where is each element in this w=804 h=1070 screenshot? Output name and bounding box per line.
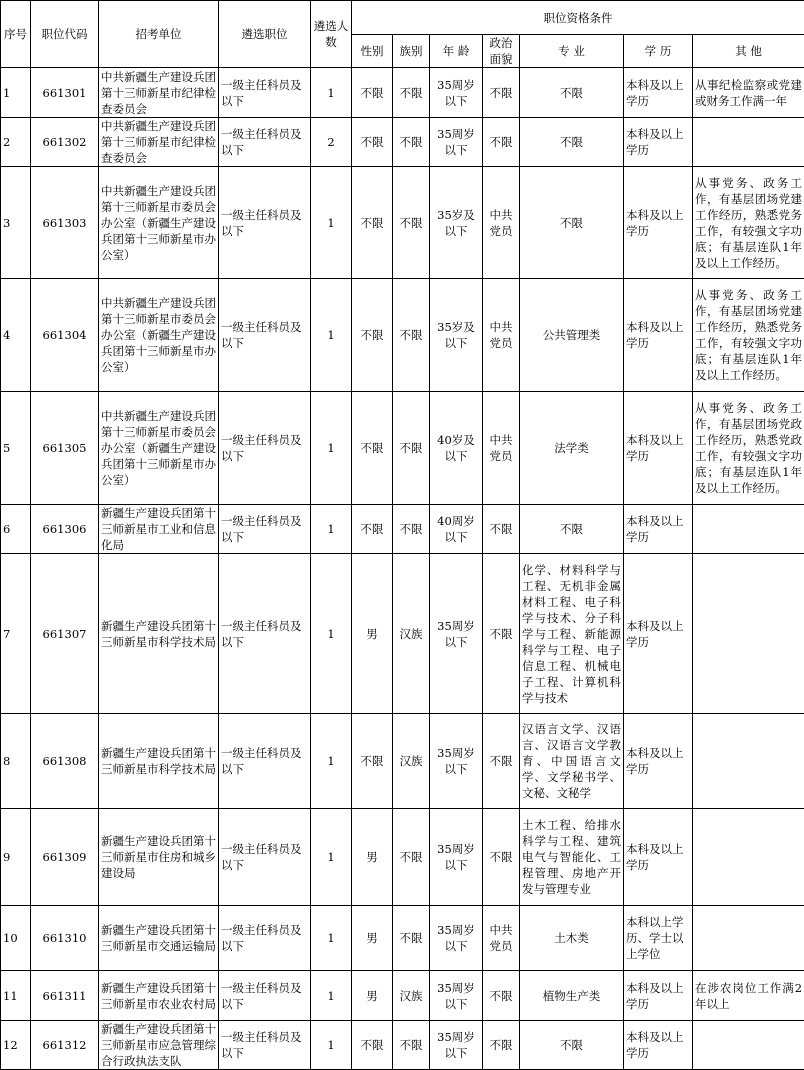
cell-gender: 不限 [352,279,393,392]
cell-code: 661309 [31,809,99,906]
cell-political: 不限 [483,714,520,809]
header-political: 政治面貌 [483,35,520,68]
cell-gender: 不限 [352,392,393,505]
cell-code: 661305 [31,392,99,505]
table-row [1,809,804,906]
cell-unit: 中共新疆生产建设兵团第十三师新星市委员会办公室（新疆生产建设兵团第十三师新星市办公室） [99,279,219,392]
table-row [1,505,804,554]
cell-seq: 4 [1,279,31,392]
table-row [1,167,804,279]
cell-seq: 10 [1,906,31,971]
cell-count: 1 [311,809,352,906]
table-row [1,554,804,714]
cell-other: 在涉农岗位工作满2年以上 [693,971,804,1021]
cell-ethnicity: 汉族 [393,971,430,1021]
header-other: 其 他 [693,35,804,68]
header-education: 学 历 [624,35,693,68]
cell-code: 661310 [31,906,99,971]
cell-count: 1 [311,906,352,971]
cell-age: 35周岁以下 [430,714,483,809]
cell-major: 植物生产类 [520,971,624,1021]
cell-education: 本科及以上学历 [624,279,693,392]
cell-other: 从事党务、政务工作，有基层团场党政工作经历，熟悉党政工作，有较强文字功底；有基层连队1年及以上工作经历。 [693,392,804,505]
cell-major: 不限 [520,118,624,167]
cell-code: 661304 [31,279,99,392]
cell-unit: 新疆生产建设兵团第十三师新星市交通运输局 [99,906,219,971]
cell-other [693,714,804,809]
cell-seq: 6 [1,505,31,554]
cell-gender: 不限 [352,118,393,167]
table-row [1,906,804,971]
cell-unit: 中共新疆生产建设兵团第十三师新星市委员会办公室（新疆生产建设兵团第十三师新星市办公室） [99,167,219,279]
cell-political: 中共党员 [483,167,520,279]
cell-other [693,1021,804,1070]
cell-age: 35周岁以下 [430,809,483,906]
cell-unit: 新疆生产建设兵团第十三师新星市住房和城乡建设局 [99,809,219,906]
cell-major: 公共管理类 [520,279,624,392]
cell-count: 1 [311,68,352,118]
cell-major: 不限 [520,1021,624,1070]
cell-ethnicity: 不限 [393,1021,430,1070]
cell-position: 一级主任科员及以下 [219,906,311,971]
cell-gender: 不限 [352,505,393,554]
cell-political: 中共党员 [483,906,520,971]
cell-major: 汉语言文学、汉语言、汉语言文学教育、中国语言文学、文学秘书学、文秘、文秘学 [520,714,624,809]
table-row [1,279,804,392]
cell-unit: 新疆生产建设兵团第十三师新星市农业农村局 [99,971,219,1021]
cell-major: 土木工程、给排水科学与工程、建筑电气与智能化、工程管理、房地产开发与管理专业 [520,809,624,906]
cell-position: 一级主任科员及以下 [219,118,311,167]
cell-major: 法学类 [520,392,624,505]
cell-unit: 新疆生产建设兵团第十三师新星市科学技术局 [99,554,219,714]
cell-ethnicity: 不限 [393,906,430,971]
cell-age: 35周岁以下 [430,68,483,118]
cell-gender: 不限 [352,714,393,809]
cell-code: 661307 [31,554,99,714]
cell-political: 不限 [483,68,520,118]
cell-code: 661311 [31,971,99,1021]
cell-age: 35周岁以下 [430,971,483,1021]
cell-seq: 3 [1,167,31,279]
cell-unit: 新疆生产建设兵团第十三师新星市应急管理综合行政执法支队 [99,1021,219,1070]
cell-unit: 中共新疆生产建设兵团第十三师新星市委员会办公室（新疆生产建设兵团第十三师新星市办公室） [99,392,219,505]
cell-code: 661312 [31,1021,99,1070]
table-row [1,714,804,809]
table-row [1,392,804,505]
cell-unit: 新疆生产建设兵团第十三师新星市科学技术局 [99,714,219,809]
cell-unit: 中共新疆生产建设兵团第十三师新星市纪律检查委员会 [99,68,219,118]
cell-position: 一级主任科员及以下 [219,167,311,279]
cell-political: 不限 [483,809,520,906]
header-seq: 序号 [1,1,31,68]
cell-education: 本科及以上学历 [624,118,693,167]
table-row [1,68,804,118]
header-gender: 性别 [352,35,393,68]
cell-position: 一级主任科员及以下 [219,714,311,809]
cell-other [693,809,804,906]
cell-seq: 7 [1,554,31,714]
cell-other: 从事党务、政务工作，有基层团场党建工作经历，熟悉党务工作，有较强文字功底；有基层连队1年及以上工作经历。 [693,279,804,392]
table-row [1,118,804,167]
cell-education: 本科以上学历、学士以上学位 [624,906,693,971]
cell-code: 661308 [31,714,99,809]
cell-ethnicity: 不限 [393,279,430,392]
cell-ethnicity: 不限 [393,167,430,279]
cell-unit: 新疆生产建设兵团第十三师新星市工业和信息化局 [99,505,219,554]
cell-age: 35周岁以下 [430,1021,483,1070]
cell-education: 本科及以上学历 [624,809,693,906]
cell-seq: 11 [1,971,31,1021]
cell-code: 661306 [31,505,99,554]
cell-count: 1 [311,392,352,505]
header-age: 年 龄 [430,35,483,68]
cell-ethnicity: 不限 [393,68,430,118]
header-ethnicity: 族别 [393,35,430,68]
table-row [1,971,804,1021]
cell-major: 不限 [520,68,624,118]
cell-code: 661301 [31,68,99,118]
cell-other [693,118,804,167]
cell-position: 一级主任科员及以下 [219,554,311,714]
header-count: 遴选人数 [311,1,352,68]
header-position: 遴选职位 [219,1,311,68]
cell-ethnicity: 不限 [393,809,430,906]
cell-ethnicity: 不限 [393,505,430,554]
cell-seq: 2 [1,118,31,167]
cell-position: 一级主任科员及以下 [219,505,311,554]
header-unit: 招考单位 [99,1,219,68]
cell-age: 35周岁以下 [430,554,483,714]
cell-code: 661302 [31,118,99,167]
cell-political: 不限 [483,554,520,714]
cell-other: 从事党务、政务工作，有基层团场党建工作经历，熟悉党务工作，有较强文字功底；有基层连队1年及以上工作经历。 [693,167,804,279]
cell-count: 1 [311,714,352,809]
cell-seq: 9 [1,809,31,906]
cell-political: 不限 [483,1021,520,1070]
cell-unit: 中共新疆生产建设兵团第十三师新星市纪律检查委员会 [99,118,219,167]
cell-position: 一级主任科员及以下 [219,971,311,1021]
cell-count: 2 [311,118,352,167]
header-qualifications: 职位资格条件 [352,1,804,35]
header-major: 专 业 [520,35,624,68]
cell-age: 35周岁以下 [430,118,483,167]
cell-age: 35岁及以下 [430,279,483,392]
cell-political: 不限 [483,505,520,554]
cell-count: 1 [311,971,352,1021]
cell-education: 本科及以上学历 [624,167,693,279]
cell-education: 本科及以上学历 [624,1021,693,1070]
cell-gender: 不限 [352,1021,393,1070]
cell-gender: 不限 [352,68,393,118]
cell-education: 本科及以上学历 [624,392,693,505]
cell-count: 1 [311,1021,352,1070]
cell-education: 本科及以上学历 [624,505,693,554]
cell-education: 本科及以上学历 [624,554,693,714]
cell-age: 40周岁以下 [430,505,483,554]
cell-age: 40岁及以下 [430,392,483,505]
cell-seq: 8 [1,714,31,809]
cell-count: 1 [311,279,352,392]
cell-other [693,906,804,971]
cell-major: 土木类 [520,906,624,971]
cell-count: 1 [311,554,352,714]
cell-ethnicity: 不限 [393,392,430,505]
cell-major: 化学、材料科学与工程、无机非金属材料工程、电子科学与技术、分子科学与工程、新能源科学与工程、电子信息工程、机械电子工程、计算机科学与技术 [520,554,624,714]
cell-gender: 男 [352,971,393,1021]
table-row [1,1021,804,1070]
cell-code: 661303 [31,167,99,279]
cell-political: 不限 [483,971,520,1021]
cell-ethnicity: 不限 [393,118,430,167]
cell-education: 本科及以上学历 [624,714,693,809]
cell-position: 一级主任科员及以下 [219,392,311,505]
cell-other [693,505,804,554]
header-code: 职位代码 [31,1,99,68]
cell-seq: 12 [1,1021,31,1070]
cell-count: 1 [311,505,352,554]
cell-gender: 男 [352,554,393,714]
cell-gender: 不限 [352,167,393,279]
cell-position: 一级主任科员及以下 [219,279,311,392]
cell-seq: 1 [1,68,31,118]
cell-political: 中共党员 [483,279,520,392]
cell-political: 中共党员 [483,392,520,505]
cell-age: 35岁及以下 [430,167,483,279]
cell-major: 不限 [520,505,624,554]
cell-education: 本科及以上学历 [624,971,693,1021]
cell-ethnicity: 汉族 [393,554,430,714]
cell-gender: 男 [352,809,393,906]
cell-education: 本科及以上学历 [624,68,693,118]
cell-other: 从事纪检监察或党建或财务工作满一年 [693,68,804,118]
cell-political: 不限 [483,118,520,167]
cell-other [693,554,804,714]
cell-position: 一级主任科员及以下 [219,1021,311,1070]
cell-ethnicity: 汉族 [393,714,430,809]
cell-position: 一级主任科员及以下 [219,809,311,906]
cell-count: 1 [311,167,352,279]
cell-gender: 男 [352,906,393,971]
cell-position: 一级主任科员及以下 [219,68,311,118]
cell-age: 35周岁以下 [430,906,483,971]
cell-seq: 5 [1,392,31,505]
cell-major: 不限 [520,167,624,279]
